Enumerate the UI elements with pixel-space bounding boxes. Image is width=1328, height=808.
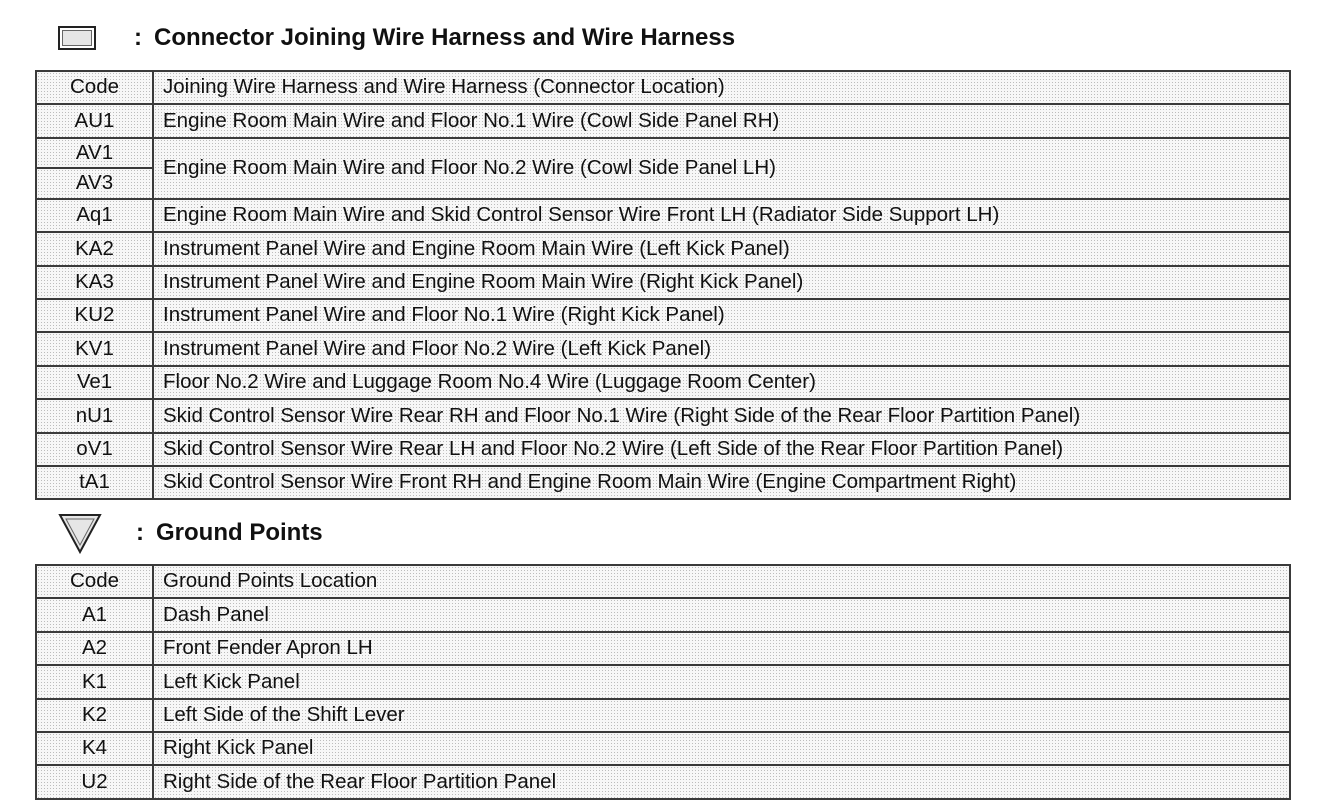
row-description: Skid Control Sensor Wire Front RH and Engine Room Main Wire (Engine Compartment Right) [153, 466, 1290, 499]
connector-table [35, 70, 1291, 500]
table-row [36, 598, 1290, 631]
row-code: A2 [36, 632, 153, 665]
table-row [36, 199, 1290, 232]
row-description: Instrument Panel Wire and Floor No.1 Wire (Right Kick Panel) [153, 299, 1290, 332]
row-code: AV1 [36, 138, 153, 169]
description-header: Ground Points Location [153, 565, 1290, 598]
table-row [36, 232, 1290, 265]
ground-section-heading [58, 511, 323, 555]
table-row [36, 266, 1290, 299]
row-code: tA1 [36, 466, 153, 499]
ground-section-title: Ground Points [156, 519, 323, 546]
triangle-down-icon [58, 511, 102, 555]
row-code: KU2 [36, 299, 153, 332]
table-row [36, 366, 1290, 399]
table-row [36, 299, 1290, 332]
row-code: AU1 [36, 104, 153, 137]
row-description: Skid Control Sensor Wire Rear LH and Floor No.2 Wire (Left Side of the Rear Floor Partition Panel) [153, 433, 1290, 466]
row-code: KA3 [36, 266, 153, 299]
row-description: Right Kick Panel [153, 732, 1290, 765]
row-description: Engine Room Main Wire and Skid Control Sensor Wire Front LH (Radiator Side Support LH) [153, 199, 1290, 232]
table-row [36, 765, 1290, 798]
row-description: Left Side of the Shift Lever [153, 699, 1290, 732]
row-description: Instrument Panel Wire and Floor No.2 Wire (Left Kick Panel) [153, 332, 1290, 365]
heading-colon: : [134, 24, 142, 51]
row-description: Right Side of the Rear Floor Partition Panel [153, 765, 1290, 798]
connector-section-heading [58, 21, 735, 55]
table-header-row [36, 565, 1290, 598]
row-code: Ve1 [36, 366, 153, 399]
table-header-row [36, 71, 1290, 104]
row-description: Instrument Panel Wire and Engine Room Main Wire (Left Kick Panel) [153, 232, 1290, 265]
heading-colon: : [136, 519, 144, 546]
ground-points-table [35, 564, 1291, 800]
row-description: Left Kick Panel [153, 665, 1290, 698]
table-row [36, 665, 1290, 698]
table-row [36, 104, 1290, 137]
row-code: K2 [36, 699, 153, 732]
table-row [36, 699, 1290, 732]
row-description: Dash Panel [153, 598, 1290, 631]
row-code: oV1 [36, 433, 153, 466]
row-code: nU1 [36, 399, 153, 432]
description-header: Joining Wire Harness and Wire Harness (Connector Location) [153, 71, 1290, 104]
row-code: KA2 [36, 232, 153, 265]
row-code: K1 [36, 665, 153, 698]
row-code: AV3 [36, 168, 153, 199]
row-code: K4 [36, 732, 153, 765]
row-code: KV1 [36, 332, 153, 365]
row-description: Front Fender Apron LH [153, 632, 1290, 665]
code-header: Code [36, 71, 153, 104]
table-row [36, 399, 1290, 432]
table-row [36, 433, 1290, 466]
row-description: Engine Room Main Wire and Floor No.2 Wire (Cowl Side Panel LH) [153, 138, 1290, 199]
row-code: Aq1 [36, 199, 153, 232]
table-row [36, 632, 1290, 665]
table-row [36, 466, 1290, 499]
code-header: Code [36, 565, 153, 598]
table-row [36, 332, 1290, 365]
row-description: Floor No.2 Wire and Luggage Room No.4 Wire (Luggage Room Center) [153, 366, 1290, 399]
row-code: U2 [36, 765, 153, 798]
rectangle-box-icon [58, 26, 96, 50]
row-description: Engine Room Main Wire and Floor No.1 Wire (Cowl Side Panel RH) [153, 104, 1290, 137]
table-row [36, 138, 1290, 169]
row-description: Skid Control Sensor Wire Rear RH and Floor No.1 Wire (Right Side of the Rear Floor Partition Panel) [153, 399, 1290, 432]
row-description: Instrument Panel Wire and Engine Room Main Wire (Right Kick Panel) [153, 266, 1290, 299]
table-row [36, 732, 1290, 765]
row-code: A1 [36, 598, 153, 631]
connector-section-title: Connector Joining Wire Harness and Wire Harness [154, 24, 736, 51]
